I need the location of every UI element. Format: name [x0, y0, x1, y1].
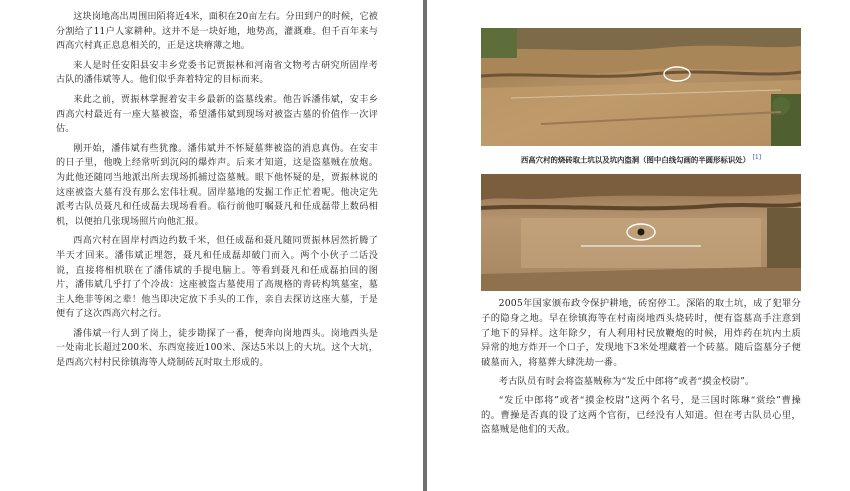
left-paragraph-5: 西高穴村在固岸村西边约数千米，但任成磊和聂凡随同贾振林居然折腾了半天才回来。潘伟斌正埋怨，聂凡和任成磊却破门而入。两个小伙子二话没说，直接将相机联在了潘伟斌的手提电脑上。等看到聂凡和任成磊拍回的图片，潘伟斌几乎打了个冷战：这座被盗古墓使用了高规格的青砖构筑墓室，墓主人绝非等闲之辈！他当即决定放下手头的工作，亲自去探访这座大墓，于是便有了这次西高穴村之行。: [56, 236, 378, 320]
left-paragraph-3: 来此之前，贾振林掌握着安丰乡最新的盗墓线索。他告诉潘伟斌，安丰乡西高穴村最近有一座大墓被盗，希望潘伟斌到现场对被盗古墓的价值作一次评估。: [56, 94, 378, 135]
left-paragraph-2: 来人是时任安阳县安丰乡党委书记贾振林和河南省文物考古研究所固岸考古队的潘伟斌等人。他们似乎奔着特定的目标而来。: [56, 60, 378, 86]
right-paragraph-1: 2005年国家颁布政令保护耕地，砖窑停工。深陷的取土坑，成了犯罪分子的隐身之地。早在徐镇海等在村南岗地西头烧砖时，便有盗墓高手注意到了地下的异样。这年除夕，有人利用村民放鞭炮的时候，用炸药在坑内土质异常的地方炸开一个口子，发现地下3米处埋藏着一个砖墓。随后盗墓分子便破墓而入，将墓葬大肆洗劫一番。: [481, 298, 801, 369]
left-text-column: [56, 10, 378, 376]
right-page: [427, 0, 850, 491]
photo-caption: [481, 154, 801, 165]
right-text-column: [481, 297, 801, 442]
left-paragraph-6: 潘伟斌一行人到了岗上，徒步勘探了一番，便奔向岗地西头。岗地西头是一处南北长超过200米、东西宽接近100米、深达5米以上的大坑。这个大坑，是西高穴村村民徐镇海等人烧制砖瓦时取土形成的。: [56, 328, 378, 369]
left-paragraph-4: 刚开始，潘伟斌有些犹豫。潘伟斌并不怀疑墓葬被盗的消息真伪。在安丰的日子里，他晚上经常听到沉闷的爆炸声。后来才知道，这是盗墓贼在放炮。为此他还随同当地派出所去现场抓捕过盗墓贼。眼下他怀疑的是，贾振林说的这座被盗大墓有没有那么宏伟壮观。固岸墓地的发掘工作正忙着呢。他决定先派考古队员聂凡和任成磊去现场看看。临行前他叮嘱聂凡和任成磊带上数码相机，以便拍几张现场照片向他汇报。: [56, 143, 378, 227]
caption-reference-link[interactable]: [1]: [752, 154, 762, 161]
right-paragraph-2: 考古队员有时会将盗墓贼称为“发丘中郎将”或者“摸金校尉”。: [498, 375, 755, 387]
excavation-photo-bottom: [481, 174, 801, 291]
excavation-photo-top: [481, 28, 801, 146]
caption-text: 西高穴村的烧砖取土坑以及坑内盗洞（图中白线勾画的半圆形标识处）: [520, 155, 751, 165]
left-page: [0, 0, 423, 491]
right-paragraph-3: “发丘中郎将”或者“摸金校尉”这两个名号，是三国时陈琳“赏绘”曹操的。曹操是否真的设了这两个官衔，已经没有人知道。但在考古队员心里，盗墓贼是他们的天敌。: [481, 394, 801, 436]
left-paragraph-1: 这块岗地高出周围田陌将近4米，面积在20亩左右。分田到户的时候，它被分割给了11户人家耕种。这并不是一块好地，地势高，灌溉难。但千百年来与西高穴村真正息息相关的，正是这块瘠薄之地。: [56, 12, 378, 52]
